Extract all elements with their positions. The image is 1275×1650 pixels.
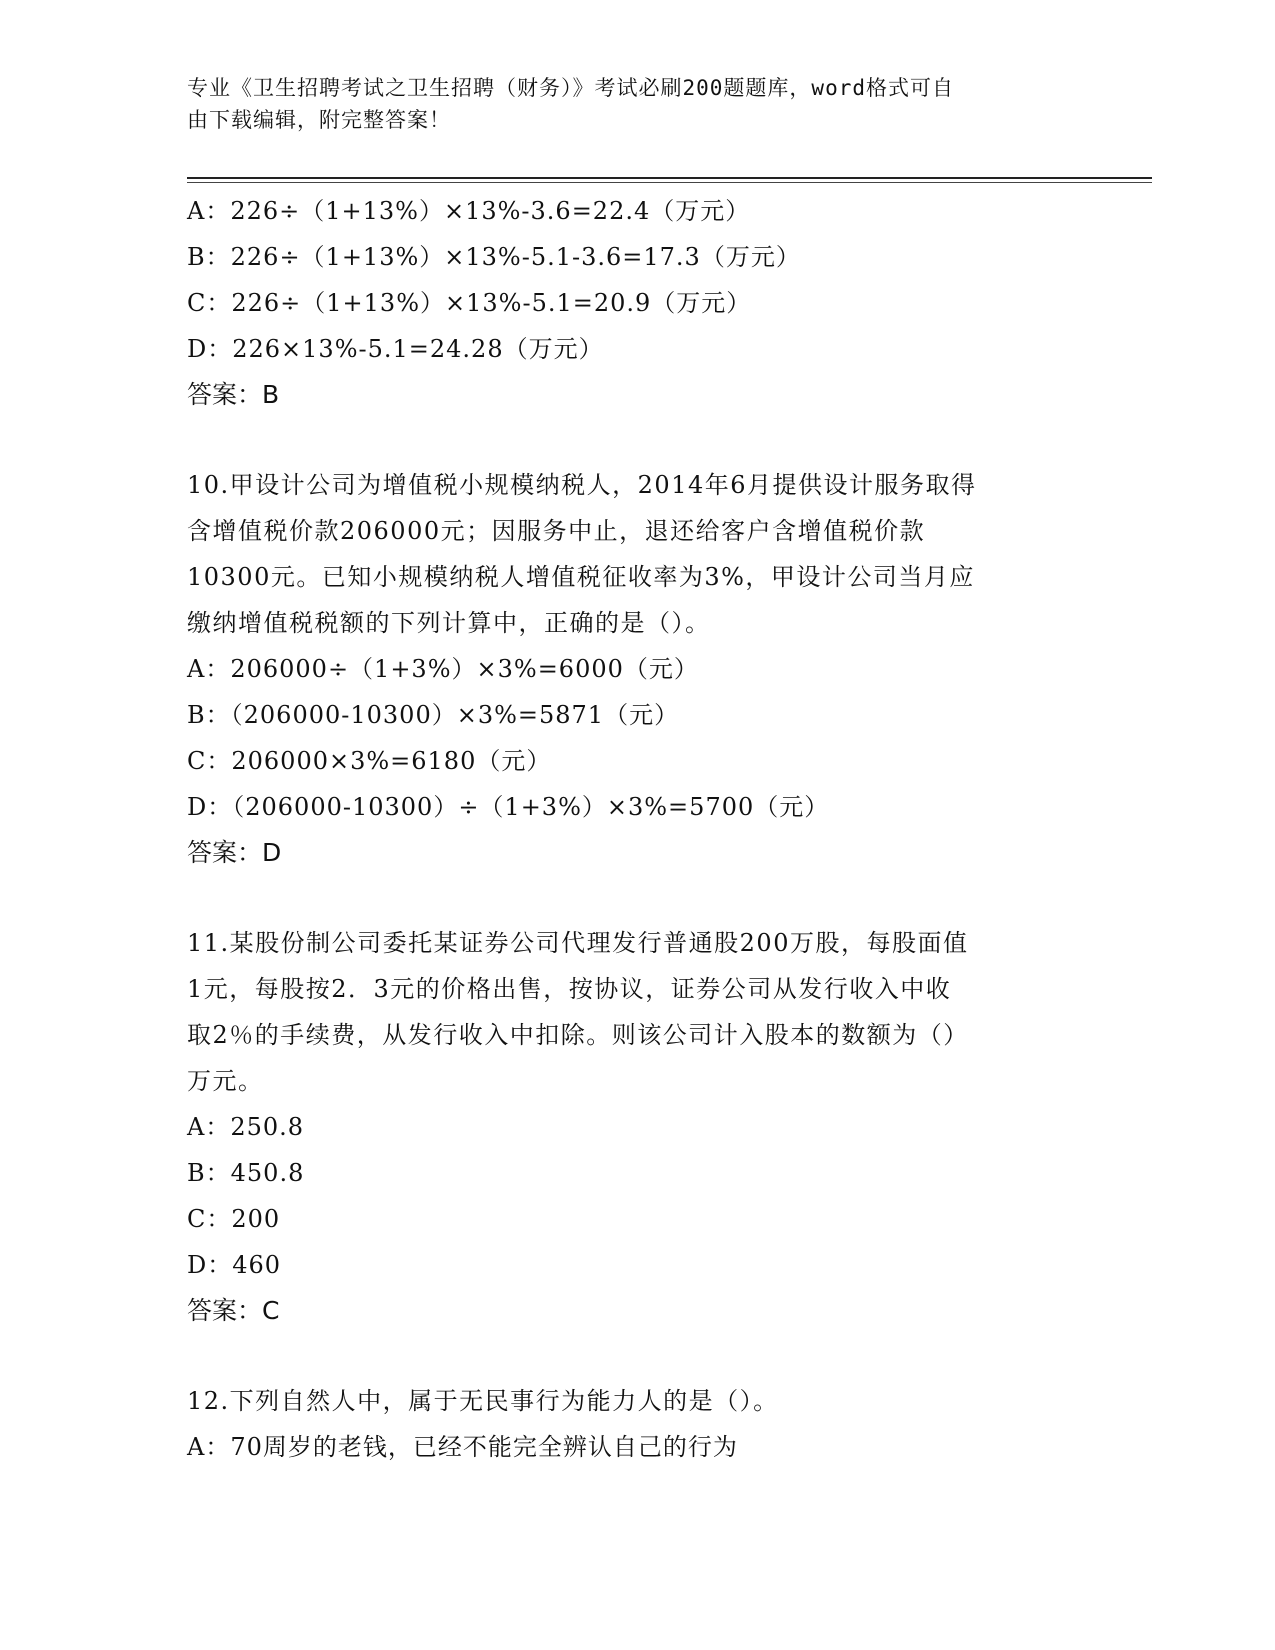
option-d: D：（206000-10300）÷（1+3%）×3%=5700（元） — [187, 793, 830, 821]
option-c: C：226÷（1+13%）×13%-5.1=20.9（万元） — [187, 289, 752, 317]
question-stem-line: 取2％的手续费，从发行收入中扣除。则该公司计入股本的数额为（） — [187, 1021, 969, 1049]
question-stem-line: 10.甲设计公司为增值税小规模纳税人，2014年6月提供设计服务取得 — [187, 471, 977, 499]
document-header — [187, 72, 1067, 136]
option-b: B：226÷（1+13%）×13%-5.1-3.6=17.3（万元） — [187, 243, 801, 271]
answer-line: 答案：C — [187, 1296, 280, 1325]
header-line-2: 由下载编辑，附完整答案！ — [187, 108, 451, 132]
question-stem-line: 11.某股份制公司委托某证券公司代理发行普通股200万股，每股面值 — [187, 929, 969, 957]
option-b: B：450.8 — [187, 1159, 305, 1187]
question-stem-line: 10300元。已知小规模纳税人增值税征收率为3%，甲设计公司当月应 — [187, 563, 975, 591]
question-stem-line: 1元，每股按2．3元的价格出售，按协议，证券公司从发行收入中收 — [187, 975, 952, 1003]
option-b: B：（206000-10300）×3%=5871（元） — [187, 701, 680, 729]
question-stem-line: 万元。 — [187, 1067, 264, 1095]
answer-line: 答案：B — [187, 380, 280, 409]
question-10 — [187, 462, 1087, 876]
question-stem-line: 12.下列自然人中，属于无民事行为能力人的是（）。 — [187, 1387, 779, 1415]
option-a: A：206000÷（1+3%）×3%=6000（元） — [187, 655, 699, 683]
question-list — [187, 188, 1087, 1470]
header-line-1: 专业《卫生招聘考试之卫生招聘（财务）》考试必刷200题题库，word格式可自 — [187, 76, 954, 100]
spacer — [187, 1334, 1087, 1378]
header-divider-thin — [187, 182, 1152, 183]
header-divider-thick — [187, 177, 1152, 179]
spacer — [187, 876, 1087, 920]
option-a: A：250.8 — [187, 1113, 305, 1141]
question-stem-line: 含增值税价款206000元；因服务中止，退还给客户含增值税价款 — [187, 517, 926, 545]
question-12 — [187, 1378, 1087, 1470]
option-c: C：200 — [187, 1205, 281, 1233]
option-a: A：226÷（1+13%）×13%-3.6=22.4（万元） — [187, 197, 751, 225]
answer-line: 答案：D — [187, 838, 282, 867]
spacer — [187, 418, 1087, 462]
question-9 — [187, 188, 1087, 418]
option-d: D：460 — [187, 1251, 282, 1279]
question-11 — [187, 920, 1087, 1334]
option-d: D：226×13%-5.1=24.28（万元） — [187, 335, 604, 363]
question-stem-line: 缴纳增值税税额的下列计算中，正确的是（）。 — [187, 609, 711, 637]
option-c: C：206000×3%=6180（元） — [187, 747, 552, 775]
option-a: A：70周岁的老钱，已经不能完全辨认自己的行为 — [187, 1433, 738, 1461]
